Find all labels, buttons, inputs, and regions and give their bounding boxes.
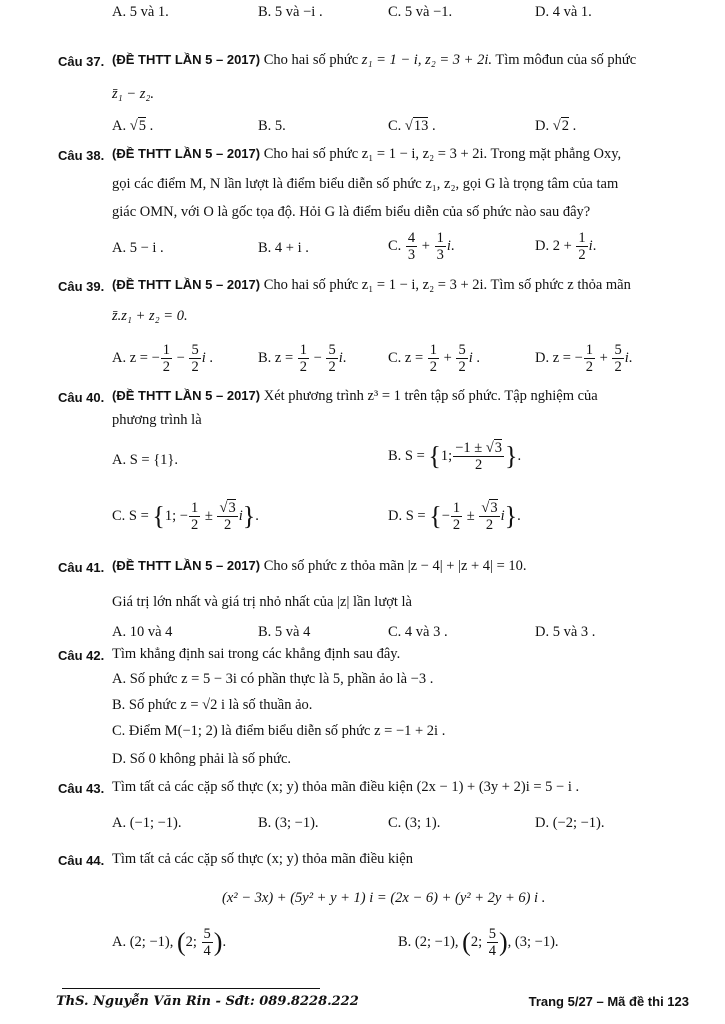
footer-rule xyxy=(62,988,320,989)
question-40-text1: Xét phương trình z³ = 1 trên tập số phức. Tập nghiệm của xyxy=(263,388,598,404)
question-37-label: Câu 37. xyxy=(58,54,105,69)
question-43-option-c: C. (3; 1). xyxy=(388,815,441,831)
question-41-source: (ĐỀ THTT LẦN 5 – 2017) xyxy=(112,558,261,573)
question-43-option-d: D. (−2; −1). xyxy=(535,815,605,831)
question-37-option-b: B. 5. xyxy=(258,118,286,134)
question-38-option-b: B. 4 + i . xyxy=(258,240,309,256)
footer-page-info: Trang 5/27 – Mã đề thi 123 xyxy=(528,994,689,1009)
question-37-text1: Cho hai số phức xyxy=(263,52,359,68)
question-37-option-a: A. √5 . xyxy=(112,118,154,134)
question-43-option-b: B. (3; −1). xyxy=(258,815,319,831)
question-39-label: Câu 39. xyxy=(58,279,105,294)
question-43-option-a: A. (−1; −1). xyxy=(112,815,182,831)
question-41-line1 xyxy=(112,558,527,575)
question-42-option-b: B. Số phức z = √2 i là số thuần ảo. xyxy=(112,697,313,713)
question-40-line1 xyxy=(112,388,598,405)
question-38-option-a: A. 5 − i . xyxy=(112,240,164,256)
question-43-label: Câu 43. xyxy=(58,781,105,796)
question-41-option-d: D. 5 và 3 . xyxy=(535,624,596,640)
question-39-line2: z̄.z₁ + z₂ = 0. xyxy=(112,308,188,324)
question-44-line1: Tìm tất cả các cặp số thực (x; y) thỏa mãn điều kiện xyxy=(112,851,413,867)
question-38-source: (ĐỀ THTT LẦN 5 – 2017) xyxy=(112,146,261,161)
question-42-option-c: C. Điểm M(−1; 2) là điểm biểu diễn số phức z = −1 + 2i . xyxy=(112,723,446,739)
question-37-text2: Tìm môđun của số phức xyxy=(495,52,637,68)
question-42-line1: Tìm khẳng định sai trong các khẳng định sau đây. xyxy=(112,646,401,662)
question-37-math: z₁ = 1 − i, z₂ = 3 + 2i. xyxy=(361,52,492,68)
question-41-option-a: A. 10 và 4 xyxy=(112,624,173,640)
question-40-source: (ĐỀ THTT LẦN 5 – 2017) xyxy=(112,388,261,403)
question-44-option-a: A. (2; −1), (2; $\frac{5}{4}$ ). xyxy=(112,926,227,959)
question-37-option-c: C. √13 . xyxy=(388,118,436,134)
top-option-d: D. 4 và 1. xyxy=(535,4,592,20)
question-40-option-d: D. S = {− $\frac{1}{2}$ ± $\frac{√3}{2}$ i}. xyxy=(388,500,521,533)
question-44-option-b: B. (2; −1), (2; $\frac{5}{4}$ ), (3; −1). xyxy=(398,926,559,959)
question-40-option-a: A. S = {1}. xyxy=(112,452,179,468)
question-38-option-d: D. 2 + $\frac{1}{2}$ i. xyxy=(535,230,597,263)
question-40-option-c: C. S = {1; − $\frac{1}{2}$ ± $\frac{√3}{2}$ i}. xyxy=(112,500,259,533)
question-41-option-c: C. 4 và 3 . xyxy=(388,624,448,640)
question-39-line1 xyxy=(112,277,631,294)
question-44-equation: (x² − 3x) + (5y² + y + 1) i = (2x − 6) + (y² + 2y + 6) i . xyxy=(222,890,546,906)
top-option-a: A. 5 và 1. xyxy=(112,4,169,20)
question-40-line2: phương trình là xyxy=(112,412,202,428)
question-39-option-a: A. z = − $\frac{1}{2}$ − $\frac{5}{2}$ i . xyxy=(112,342,213,375)
question-37-line2: z̄₁ − z₂. xyxy=(112,86,155,102)
question-39-text1: Cho hai số phức z₁ = 1 − i, z₂ = 3 + 2i. Tìm số phức z thỏa mãn xyxy=(263,277,631,293)
question-38-label: Câu 38. xyxy=(58,148,105,163)
question-42-label: Câu 42. xyxy=(58,648,105,663)
question-41-line2: Giá trị lớn nhất và giá trị nhỏ nhất của |z| lần lượt là xyxy=(112,594,412,610)
question-42-option-d: D. Số 0 không phải là số phức. xyxy=(112,751,292,767)
question-43-line1: Tìm tất cả các cặp số thực (x; y) thỏa mãn điều kiện (2x − 1) + (3y + 2)i = 5 − i . xyxy=(112,779,580,795)
question-41-label: Câu 41. xyxy=(58,560,105,575)
question-38-text1: Cho hai số phức z₁ = 1 − i, z₂ = 3 + 2i. Trong mặt phẳng Oxy, xyxy=(263,146,622,162)
footer-author: ThS. Nguyễn Văn Rin - Sđt: 089.8228.222 xyxy=(56,994,359,1009)
question-37-source: (ĐỀ THTT LẦN 5 – 2017) xyxy=(112,52,261,67)
top-option-c: C. 5 và −1. xyxy=(388,4,453,20)
question-37-option-d: D. √2 . xyxy=(535,118,577,134)
question-39-option-b: B. z = $\frac{1}{2}$ − $\frac{5}{2}$ i. xyxy=(258,342,347,375)
question-42-option-a: A. Số phức z = 5 − 3i có phần thực là 5, phần ảo là −3 . xyxy=(112,671,434,687)
question-39-option-d: D. z = − $\frac{1}{2}$ + $\frac{5}{2}$ i. xyxy=(535,342,633,375)
question-40-label: Câu 40. xyxy=(58,390,105,405)
question-38-line2: gọi các điểm M, N lần lượt là điểm biểu diễn số phức z₁, z₂, gọi G là trọng tâm của tam xyxy=(112,176,619,192)
question-41-option-b: B. 5 và 4 xyxy=(258,624,311,640)
question-39-source: (ĐỀ THTT LẦN 5 – 2017) xyxy=(112,277,261,292)
question-37-line1 xyxy=(112,52,636,69)
question-38-option-c: C. $\frac{4}{3}$ + $\frac{1}{3}$ i. xyxy=(388,230,455,263)
question-38-line1 xyxy=(112,146,621,163)
question-38-line3: giác OMN, với O là gốc tọa độ. Hỏi G là điểm biểu diễn của số phức nào sau đây? xyxy=(112,204,591,220)
question-40-option-b: B. S = {1; $\frac{-1 \pm √3}{2}$ }. xyxy=(388,440,522,473)
top-option-b: B. 5 và −i . xyxy=(258,4,323,20)
question-39-option-c: C. z = $\frac{1}{2}$ + $\frac{5}{2}$ i . xyxy=(388,342,481,375)
question-44-label: Câu 44. xyxy=(58,853,105,868)
question-41-text1: Cho số phức z thỏa mãn |z − 4| + |z + 4| = 10. xyxy=(263,558,527,574)
